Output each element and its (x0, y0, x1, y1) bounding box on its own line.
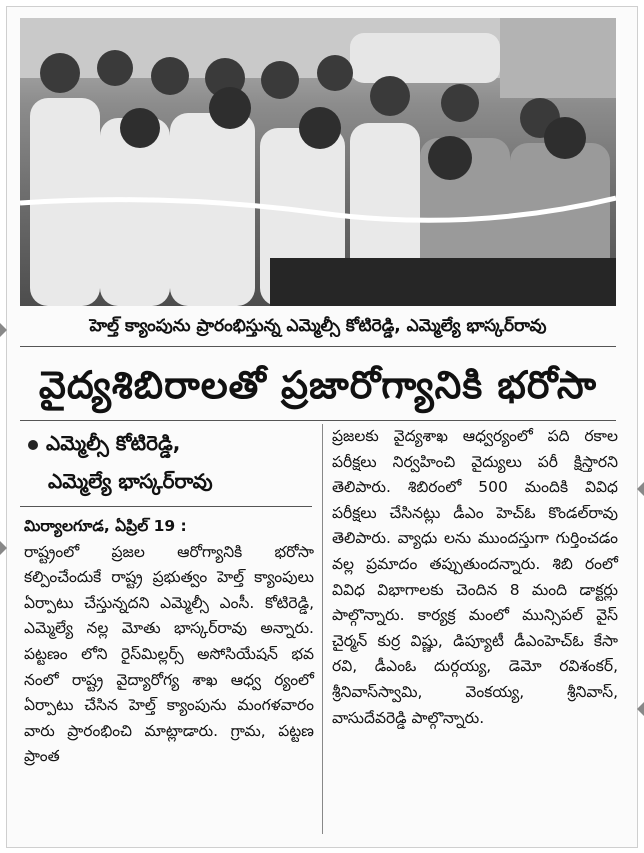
edge-marker (637, 482, 644, 496)
article-text-left: రాష్ట్రంలో ప్రజల ఆరోగ్యానికి భరోసా కల్పించేందుకే రాష్ట్ర ప్రభుత్వం హెల్త్ క్యాంపులు ఏర్పాటు చేస్తున్నదని ఎమ్మెల్సీ ఎంసీ. కోటిరెడ్డి, ఎమ్మెల్యే నల్ల మోతు భాస్కర్‌రావు అన్నారు. పట్టణం లోని రైస్‌మిల్లర్స్ అసోసియేషన్ భవ నంలో రాష్ట్ర వైద్యారోగ్య శాఖ ఆధ్వ ర్యంలో ఏర్పాటు చేసిన హెల్త్ క్యాంపును మంగళవారం వారు ప్రారంభించి మాట్లాడారు. గ్రామ, పట్టణ ప్రాంత (24, 542, 314, 766)
event-photo (20, 18, 616, 306)
dateline: మిర్యాలగూడ, ఏప్రిల్ 19 : (24, 517, 187, 535)
subheadline-line-2: ఎమ్మెల్యే భాస్కర్‌రావు (48, 469, 213, 493)
subheadline-line-1: ఎమ్మెల్సీ కోటిరెడ్డి, (28, 426, 318, 460)
article-column-left (24, 514, 314, 770)
edge-marker (0, 541, 7, 555)
bullet-icon (28, 440, 38, 450)
headline: వైద్యశిబిరాలతో ప్రజారోగ్యానికి భరోసా (38, 363, 598, 407)
edge-marker (637, 702, 644, 716)
divider (20, 506, 312, 507)
edge-marker (0, 323, 7, 337)
crowd-illustration (20, 18, 616, 306)
photo-caption: హెల్త్ క్యాంపును ప్రారంభిస్తున్న ఎమ్మెల్సీ కోటిరెడ్డి, ఎమ్మెల్యే భాస్కర్‌రావు (89, 316, 547, 336)
divider (20, 420, 616, 421)
article-text-right: ప్రజలకు వైద్యశాఖ ఆధ్వర్యంలో పది రకాల పరీక్షలు నిర్వహించి వైద్యులు పరీ క్షిస్తారని తెలిపారు. శిబిరంలో 500 మందికి వివిధ పరీక్షలు చేసినట్లు డీఎం హెచ్ఓ కొండల్‌రావు తెలిపారు. వ్యాధు లను ముందస్తుగా గుర్తించడం వల్ల ప్రమాదం తప్పుతుందన్నారు. శిబి రంలో వివిధ విభాగాలకు చెందిన 8 మంది డాక్టర్లు పాల్గొన్నారు. కార్యక్ర మంలో మున్సిపల్ వైస్ చైర్మన్ కుర్ర విష్ణు, డిప్యూటీ డీఎంహెచ్ఓ కేసా రవి, డీఎంఓ దుర్గయ్య, డెమో రవిశంకర్, శ్రీనివాస్‌స్వామి, వెంకయ్య, శ్రీనివాస్, వాసుదేవరెడ్డి పాల్గొన్నారు. (332, 427, 618, 727)
divider (20, 346, 616, 347)
article-column-right (332, 424, 618, 731)
column-divider (322, 424, 323, 834)
